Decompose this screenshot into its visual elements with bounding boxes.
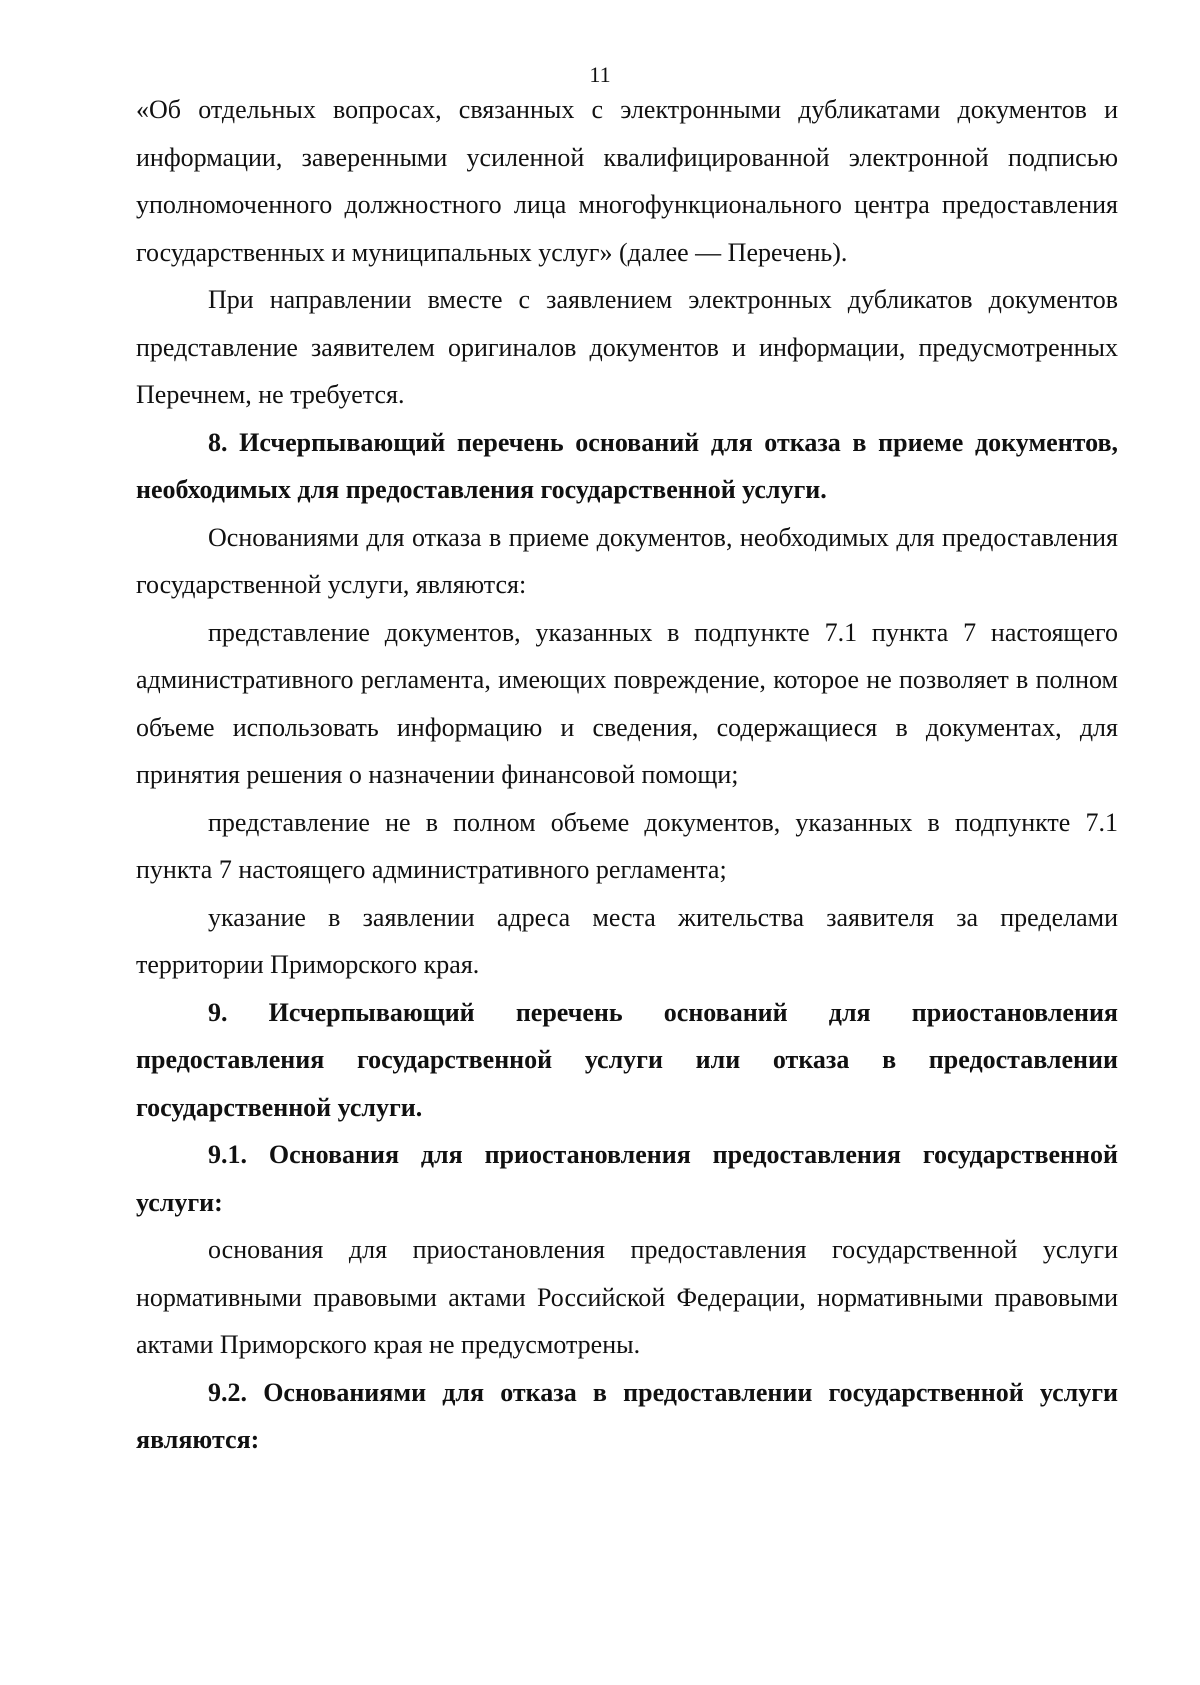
section-heading-9: 9. Исчерпывающий перечень оснований для приостановления предоставления государственной услуги или отказа в предоставлении государственной услуги. bbox=[136, 997, 1118, 1122]
paragraph-refusal-grounds-intro: Основаниями для отказа в приеме документов, необходимых для предоставления государственной услуги, являются: bbox=[136, 522, 1118, 599]
paragraph-perechen-reference: «Об отдельных вопросах, связанных с электронными дубликатами документов и информации, заверенными усиленной квалифицированной электронной подписью уполномоченного должностного лица многофункционального центра предоставления государственных и муниципальных услуг» (далее — Перечень). bbox=[136, 95, 1118, 267]
document-body bbox=[136, 86, 1118, 1464]
subsection-heading-9-1: 9.1. Основания для приостановления предоставления государственной услуги: bbox=[136, 1140, 1118, 1217]
list-item-incomplete-documents: представление не в полном объеме документов, указанных в подпункте 7.1 пункта 7 настоящего административного регламента; bbox=[136, 807, 1118, 884]
list-item-address-outside-region: указание в заявлении адреса места жительства заявителя за пределами территории Приморского края. bbox=[136, 902, 1118, 979]
subsection-heading-9-2: 9.2. Основаниями для отказа в предоставлении государственной услуги являются: bbox=[136, 1377, 1118, 1454]
list-item-damaged-documents: представление документов, указанных в подпункте 7.1 пункта 7 настоящего административного регламента, имеющих повреждение, которое не позволяет в полном объеме использовать информацию и сведения, содержащиеся в документах, для принятия решения о назначении финансовой помощи; bbox=[136, 617, 1118, 789]
paragraph-electronic-duplicates: При направлении вместе с заявлением электронных дубликатов документов представление заявителем оригиналов документов и информации, предусмотренных Перечнем, не требуется. bbox=[136, 285, 1118, 409]
paragraph-suspension-not-provided: основания для приостановления предоставления государственной услуги нормативными правовыми актами Российской Федерации, нормативными правовыми актами Приморского края не предусмотрены. bbox=[136, 1235, 1118, 1359]
page-number: 11 bbox=[589, 62, 611, 87]
section-heading-8: 8. Исчерпывающий перечень оснований для отказа в приеме документов, необходимых для предоставления государственной услуги. bbox=[136, 427, 1118, 504]
